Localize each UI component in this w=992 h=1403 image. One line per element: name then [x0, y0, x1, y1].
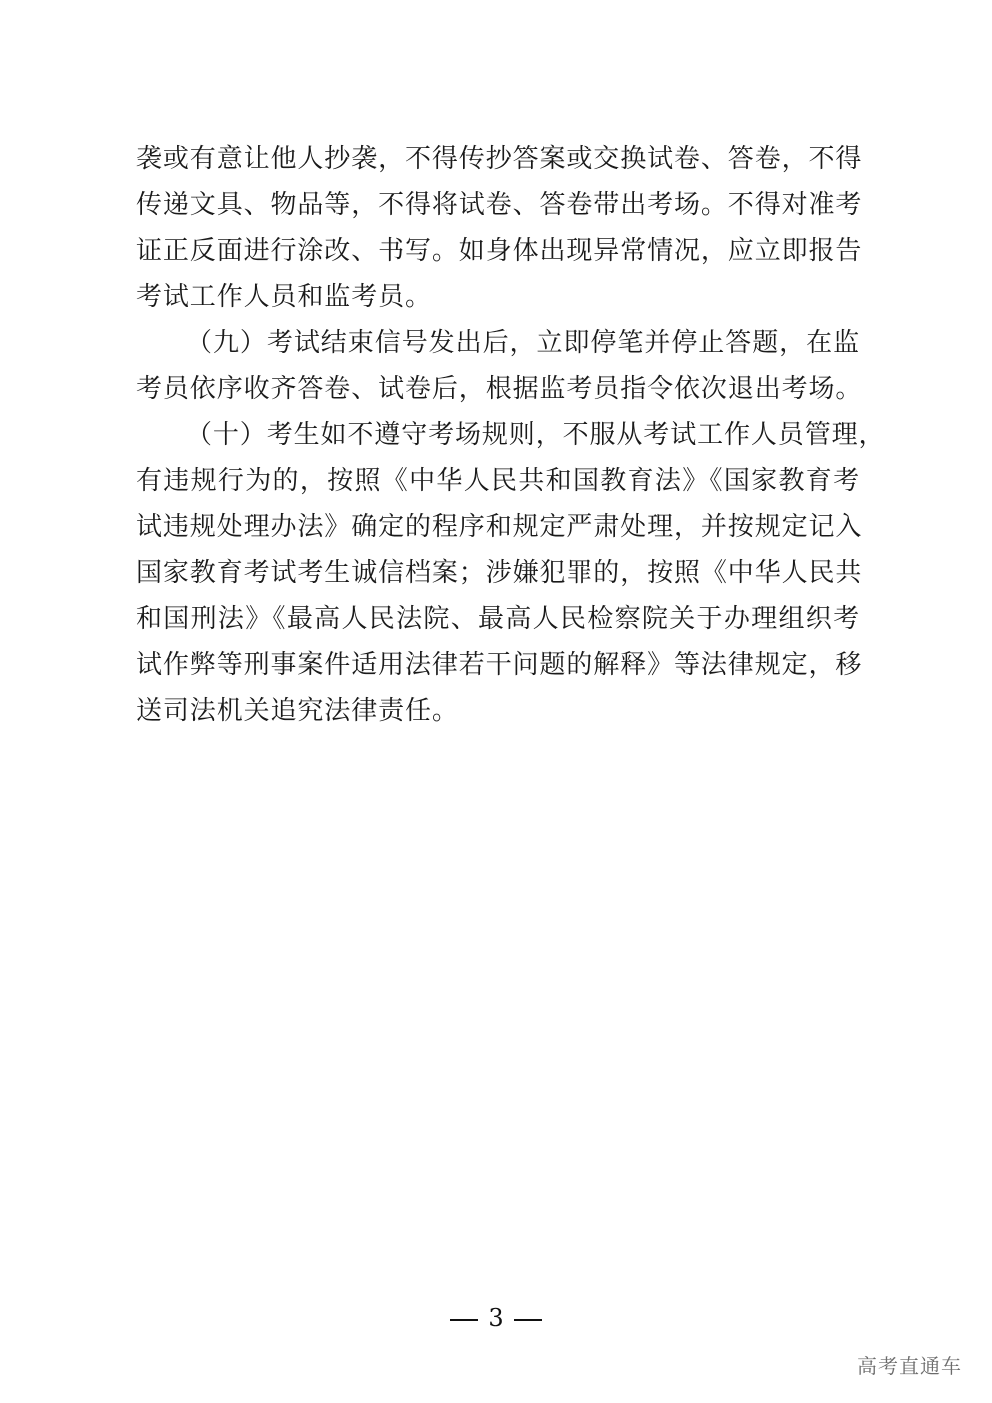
text-line: 试作弊等刑事案件适用法律若干问题的解释》等法律规定，移 [136, 650, 863, 680]
page-number-value: 3 [488, 1304, 504, 1332]
text-line: 考试工作人员和监考员。 [136, 282, 432, 312]
text-line: 袭或有意让他人抄袭，不得传抄答案或交换试卷、答卷，不得 [136, 144, 863, 174]
text-line: （十）考生如不遵守考场规则，不服从考试工作人员管理， [186, 420, 886, 450]
text-line: （九）考试结束信号发出后，立即停笔并停止答题，在监 [186, 328, 860, 358]
text-line: 试违规处理办法》确定的程序和规定严肃处理，并按规定记入 [136, 512, 863, 542]
text-line: 证正反面进行涂改、书写。如身体出现异常情况，应立即报告 [136, 236, 863, 266]
watermark-logo-text: 高考直通车 [857, 1354, 962, 1378]
text-line: 传递文具、物品等，不得将试卷、答卷带出考场。不得对准考 [136, 190, 863, 220]
page-number [0, 1302, 992, 1334]
text-line: 有违规行为的，按照《中华人民共和国教育法》《国家教育考 [136, 466, 860, 496]
text-line: 国家教育考试考生诚信档案；涉嫌犯罪的，按照《中华人民共 [136, 558, 863, 588]
text-line: 考员依序收齐答卷、试卷后，根据监考员指令依次退出考场。 [136, 374, 863, 404]
dash-left [450, 1319, 478, 1321]
text-line: 和国刑法》《最高人民法院、最高人民检察院关于办理组织考 [136, 604, 860, 634]
dash-right [514, 1319, 542, 1321]
text-line: 送司法机关追究法律责任。 [136, 696, 459, 726]
